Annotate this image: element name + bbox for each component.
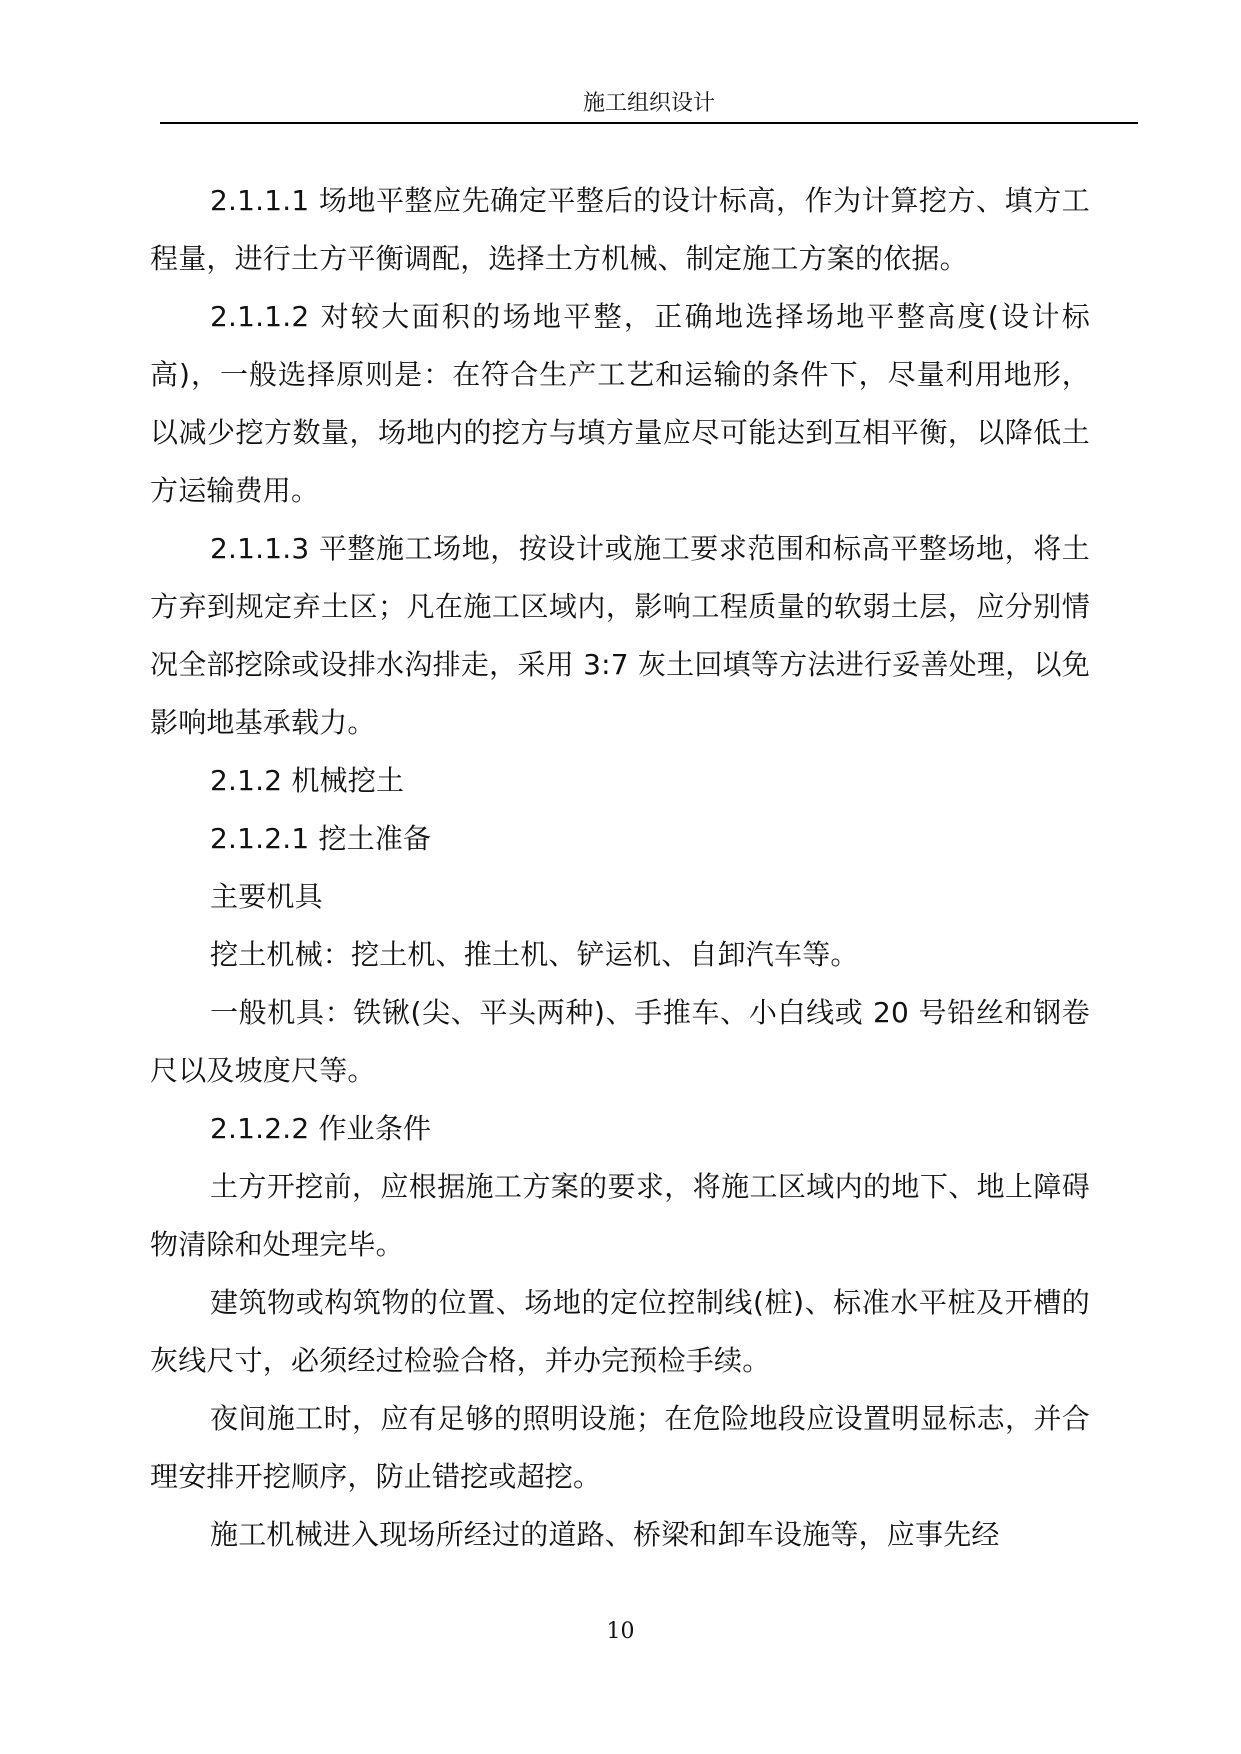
paragraph-night-work: 夜间施工时，应有足够的照明设施；在危险地段应设置明显标志，并合理安排开挖顺序，防止错挖或超挖。 bbox=[150, 1402, 1090, 1493]
paragraph-general-tools: 一般机具：铁锹(尖、平头两种)、手推车、小白线或 20 号铅丝和钢卷尺以及坡度尺等。 bbox=[150, 996, 1090, 1087]
paragraph-clear-obstacles: 土方开挖前，应根据施工方案的要求，将施工区域内的地下、地上障碍物清除和处理完毕。 bbox=[150, 1170, 1090, 1261]
body-text bbox=[150, 172, 1090, 1564]
heading-2-1-2-1: 2.1.2.1 挖土准备 bbox=[210, 822, 432, 855]
heading-2-1-2: 2.1.2 机械挖土 bbox=[210, 764, 405, 797]
paragraph-2-1-1-1: 2.1.1.1 场地平整应先确定平整后的设计标高，作为计算挖方、填方工程量，进行土方平衡调配，选择土方机械、制定施工方案的依据。 bbox=[150, 184, 1090, 275]
heading-2-1-2-2: 2.1.2.2 作业条件 bbox=[210, 1112, 432, 1145]
paragraph-2-1-1-2: 2.1.1.2 对较大面积的场地平整，正确地选择场地平整高度(设计标高)，一般选择原则是：在符合生产工艺和运输的条件下，尽量利用地形，以减少挖方数量，场地内的挖方与填方量应尽可能达到互相平衡，以降低土方运输费用。 bbox=[150, 300, 1090, 507]
page-header-title: 施工组织设计 bbox=[582, 91, 715, 116]
page-header bbox=[160, 86, 1138, 124]
paragraph-excavation-machinery: 挖土机械：挖土机、推土机、铲运机、自卸汽车等。 bbox=[210, 938, 859, 971]
paragraph-position-check: 建筑物或构筑物的位置、场地的定位控制线(桩)、标准水平桩及开槽的灰线尺寸，必须经过检验合格，并办完预检手续。 bbox=[150, 1286, 1090, 1377]
paragraph-machinery-access: 施工机械进入现场所经过的道路、桥梁和卸车设施等，应事先经 bbox=[210, 1518, 1000, 1551]
paragraph-2-1-1-3: 2.1.1.3 平整施工场地，按设计或施工要求范围和标高平整场地，将土方弃到规定弃土区；凡在施工区域内，影响工程质量的软弱土层，应分别情况全部挖除或设排水沟排走，采用 3:7 灰土回填等方法进行妥善处理，以免影响地基承载力。 bbox=[150, 532, 1090, 739]
page-number: 10 bbox=[606, 1619, 635, 1644]
subheading-main-tools: 主要机具 bbox=[210, 880, 323, 913]
